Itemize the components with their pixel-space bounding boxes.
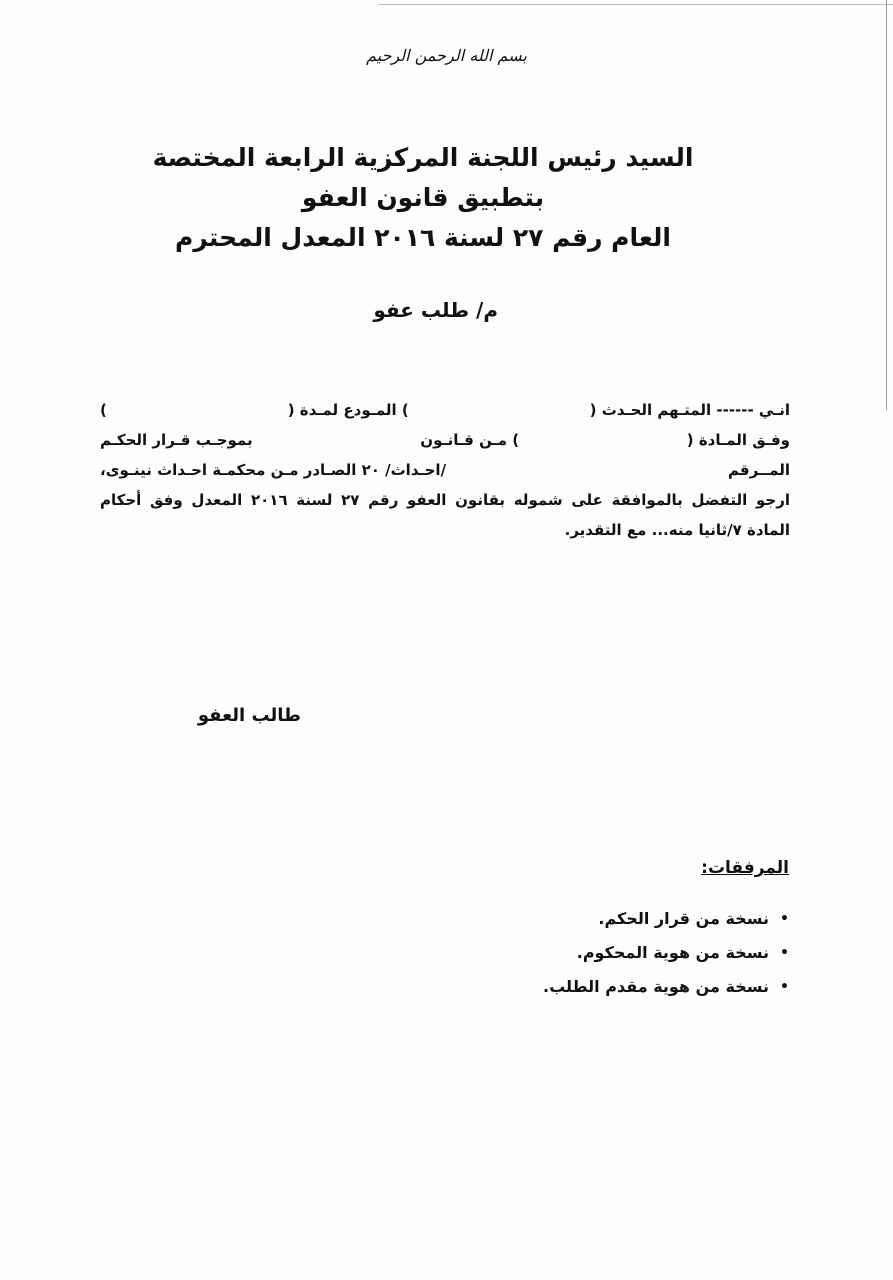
basmala: بسم الله الرحمن الرحيم	[366, 46, 527, 65]
body-paragraph: ارجو التفضل بالموافقة على شموله بقانون العفو رقم ٢٧ لسنة ٢٠١٦ المعدل وفق أحكام المادة ٧/ثانيا منه... مع التقدير.	[100, 491, 790, 539]
attachment-item	[543, 902, 789, 936]
addressee-line-2: العام رقم ٢٧ لسنة ٢٠١٦ المعدل المحترم	[175, 223, 671, 252]
addressee-line-1: السيد رئيس اللجنة المركزية الرابعة المختصة بتطبيق قانون العفو	[152, 143, 694, 212]
attachment-item	[543, 970, 789, 1004]
body-line-2-part-c: بموجـب قـرار الحكـم	[100, 431, 253, 449]
subject-line: م/ طلب عفو	[373, 298, 498, 322]
body-line-1-part-b: ) المـودع لمـدة (	[287, 401, 409, 419]
attachments-list	[543, 902, 789, 1004]
attachment-item-text: نسخة من هوية المحكوم.	[576, 943, 769, 962]
body-line-2	[100, 425, 790, 455]
body-line-3-part-b: /احـداث/ ٢٠ الصـادر مـن محكمـة احـداث نينـوى،	[100, 461, 447, 479]
attachment-item-text: نسخة من قرار الحكم.	[598, 909, 769, 928]
body-line-1-part-c: )	[100, 401, 107, 419]
bullet-icon: •	[780, 911, 789, 927]
body-line-1-part-a: انـي ------ المتـهم الحـدث (	[589, 401, 790, 419]
body-line-3-part-a: المــرقم	[728, 461, 790, 479]
letter-body	[100, 395, 790, 545]
body-line-1	[100, 395, 790, 425]
signer-label: طالب العفو	[197, 705, 301, 726]
body-line-3	[100, 455, 790, 485]
attachment-item-text: نسخة من هوية مقدم الطلب.	[543, 977, 769, 996]
attachment-item	[543, 936, 789, 970]
bullet-icon: •	[780, 979, 789, 995]
scan-edge-top	[378, 4, 893, 5]
body-line-2-part-a: وفـق المـادة (	[686, 431, 790, 449]
attachments-heading: المرفقات:	[701, 858, 789, 878]
addressee-heading	[113, 138, 733, 258]
body-line-2-part-b: ) مـن قـانـون	[420, 431, 520, 449]
attachments-section	[543, 858, 789, 1004]
bullet-icon: •	[780, 945, 789, 961]
